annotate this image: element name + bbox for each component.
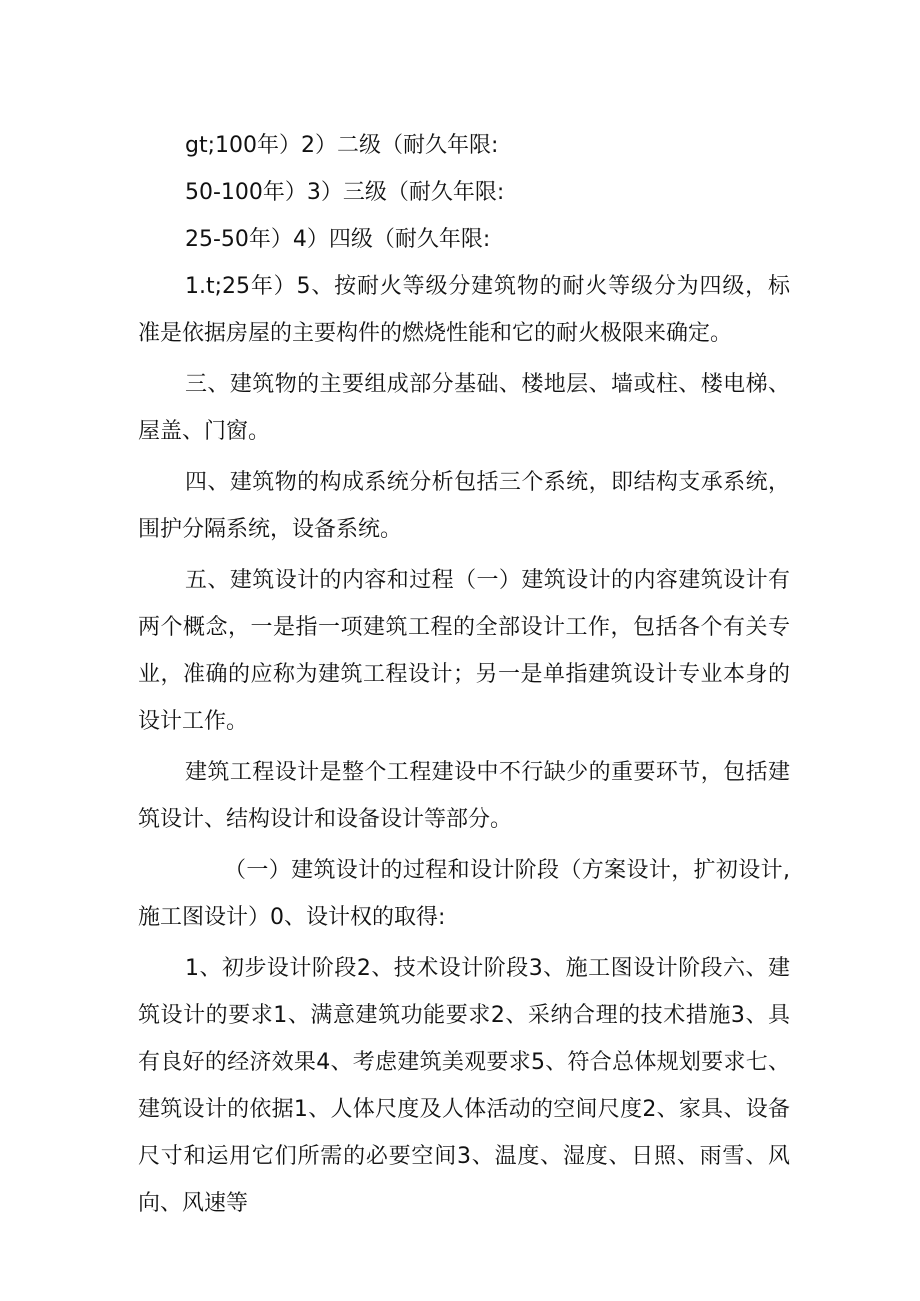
- paragraph-durability-grade-3: 50-100年）3）三级（耐久年限:: [185, 180, 505, 205]
- paragraph-main-components: 三、建筑物的主要组成部分基础、楼地层、墙或柱、楼电梯、屋盖、门窗。: [138, 372, 790, 444]
- paragraph-construction-systems: 四、建筑物的构成系统分析包括三个系统，即结构支承系统，围护分隔系统，设备系统。: [138, 470, 790, 542]
- paragraph-design-content: 五、建筑设计的内容和过程（一）建筑设计的内容建筑设计有两个概念，一是指一项建筑工程的全部设计工作，包括各个有关专业，准确的应称为建筑工程设计；另一是单指建筑设计专业本身的设计工作。: [138, 568, 790, 734]
- paragraph-fire-resistance: 1.t;25年）5、按耐火等级分建筑物的耐火等级分为四级，标准是依据房屋的主要构件的燃烧性能和它的耐火极限来确定。: [138, 274, 790, 346]
- paragraph-design-requirements: 1、初步设计阶段2、技术设计阶段3、施工图设计阶段六、建筑设计的要求1、满意建筑功能要求2、采纳合理的技术措施3、具有良好的经济效果4、考虑建筑美观要求5、符合总体规划要求七、建筑设计的依据1、人体尺度及人体活动的空间尺度2、家具、设备尺寸和运用它们所需的必要空间3、温度、湿度、日照、雨雪、风向、风速等: [138, 956, 790, 1216]
- document-body: [138, 122, 790, 1227]
- paragraph-durability-grade-4: 25-50年）4）四级（耐久年限:: [185, 227, 491, 252]
- paragraph-design-stages: （一）建筑设计的过程和设计阶段（方案设计，扩初设计,施工图设计）0、设计权的取得:: [138, 858, 790, 930]
- paragraph-engineering-design: 建筑工程设计是整个工程建设中不行缺少的重要环节，包括建筑设计、结构设计和设备设计等部分。: [138, 760, 790, 832]
- paragraph-durability-grade-2: gt;100年）2）二级（耐久年限:: [185, 133, 499, 158]
